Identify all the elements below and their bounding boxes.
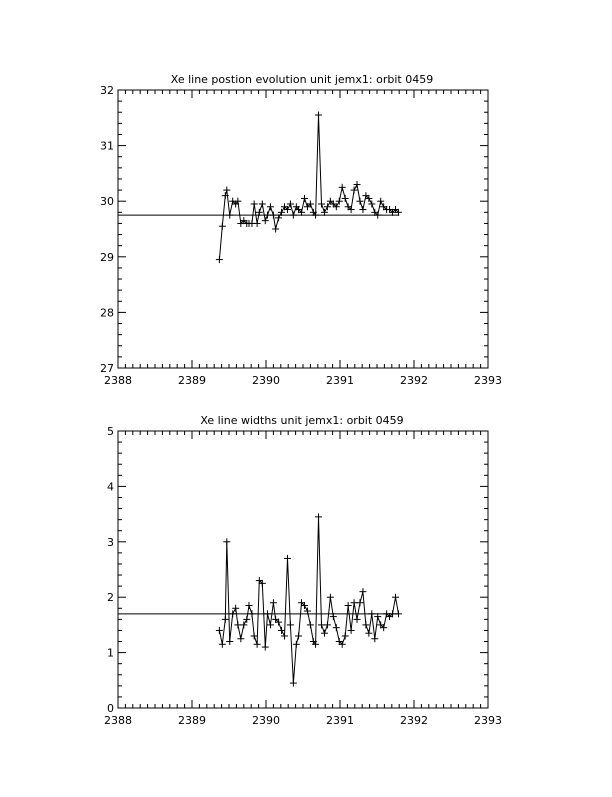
series-group: [216, 513, 402, 686]
data-point: [240, 621, 247, 628]
data-point: [267, 621, 274, 628]
data-point: [219, 641, 226, 648]
y-tick-label: 4: [107, 480, 114, 494]
y-tick-label: 31: [100, 139, 114, 153]
y-tick-label: 29: [100, 250, 114, 264]
x-tick-label: 2391: [326, 374, 354, 387]
data-point: [354, 181, 361, 188]
data-point: [359, 206, 366, 213]
data-point: [362, 621, 369, 628]
data-point: [327, 594, 334, 601]
data-point: [267, 203, 274, 210]
data-point: [259, 200, 266, 207]
data-point: [254, 220, 261, 227]
data-point: [377, 198, 384, 205]
data-point: [216, 627, 223, 634]
data-point: [262, 644, 269, 651]
data-point: [237, 635, 244, 642]
tick-labels: [104, 425, 502, 727]
plot-frame: [118, 431, 488, 708]
data-point: [264, 610, 271, 617]
data-point: [356, 599, 363, 606]
data-point: [254, 641, 261, 648]
data-point: [216, 256, 223, 263]
data-point: [290, 212, 297, 219]
chart-title: Xe line widths unit jemx1: orbit 0459: [200, 414, 404, 427]
data-point: [348, 627, 355, 634]
data-point: [293, 641, 300, 648]
y-tick-label: 30: [100, 195, 114, 209]
plot-frame: [118, 90, 488, 368]
y-tick-label: 28: [100, 306, 114, 320]
data-point: [219, 223, 226, 230]
data-point: [321, 630, 328, 637]
data-point: [272, 226, 279, 233]
data-point: [270, 599, 277, 606]
x-tick-label: 2393: [474, 374, 502, 387]
data-point: [333, 624, 340, 631]
data-point: [223, 538, 230, 545]
series-group: [216, 112, 402, 264]
x-tick-label: 2388: [104, 374, 132, 387]
y-tick-label: 3: [107, 535, 114, 549]
data-point: [229, 610, 236, 617]
series-line: [219, 517, 398, 683]
data-point: [301, 195, 308, 202]
x-tick-label: 2390: [252, 374, 280, 387]
data-point: [226, 212, 233, 219]
x-tick-label: 2390: [252, 714, 280, 727]
y-tick-label: 5: [107, 425, 114, 438]
data-point: [359, 588, 366, 595]
data-point: [287, 621, 294, 628]
y-tick-label: 2: [107, 591, 114, 605]
x-tick-label: 2388: [104, 714, 132, 727]
data-point: [342, 632, 349, 639]
series-line: [219, 115, 398, 260]
data-point: [245, 602, 252, 609]
y-tick-label: 32: [100, 84, 114, 97]
x-tick-label: 2392: [400, 374, 428, 387]
axis-ticks: [118, 431, 488, 708]
chart-title: Xe line postion evolution unit jemx1: orbit 0459: [170, 73, 434, 86]
data-point: [278, 627, 285, 634]
x-tick-label: 2392: [400, 714, 428, 727]
data-point: [223, 187, 230, 194]
y-tick-label: 0: [107, 702, 114, 715]
data-point: [315, 112, 322, 119]
x-tick-label: 2393: [474, 714, 502, 727]
data-point: [392, 594, 399, 601]
y-tick-label: 27: [100, 362, 114, 375]
tick-labels: [100, 84, 502, 387]
data-point: [365, 630, 372, 637]
data-point: [354, 616, 361, 623]
data-point: [222, 616, 229, 623]
data-point: [368, 200, 375, 207]
data-point: [315, 513, 322, 520]
data-point: [351, 187, 358, 194]
data-point: [371, 635, 378, 642]
data-point: [339, 184, 346, 191]
data-point: [248, 610, 255, 617]
data-point: [295, 632, 302, 639]
data-point: [251, 632, 258, 639]
data-point: [232, 605, 239, 612]
x-tick-label: 2391: [326, 714, 354, 727]
data-point: [324, 621, 331, 628]
data-point: [284, 555, 291, 562]
y-tick-label: 1: [107, 646, 114, 660]
data-point: [243, 616, 250, 623]
chart-position: [100, 73, 502, 387]
x-tick-label: 2389: [178, 714, 206, 727]
axis-ticks: [118, 90, 488, 368]
data-point: [356, 198, 363, 205]
data-point: [290, 680, 297, 687]
x-tick-label: 2389: [178, 374, 206, 387]
chart-widths: [104, 414, 502, 727]
data-point: [226, 638, 233, 645]
data-point: [251, 200, 258, 207]
data-point: [307, 621, 314, 628]
data-point: [395, 610, 402, 617]
data-point: [281, 632, 288, 639]
